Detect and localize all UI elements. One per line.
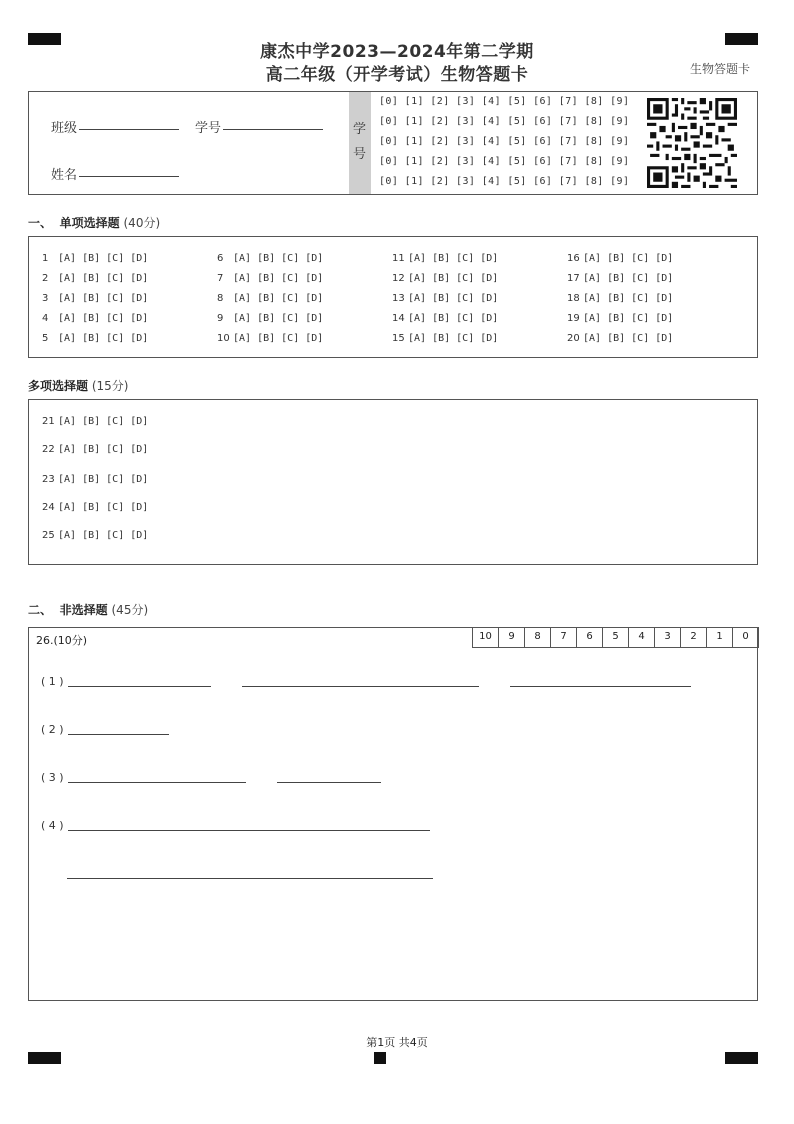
answer-options[interactable]: [A] [B] [C] [D] <box>408 273 499 284</box>
answer-options[interactable]: [A] [B] [C] [D] <box>58 333 149 344</box>
student-id-digit-row[interactable]: [0] [1] [2] [3] [4] [5] [6] [7] [8] [9] <box>379 96 630 107</box>
answer-options[interactable]: [A] [B] [C] [D] <box>583 293 674 304</box>
alignment-marker-bottom-right <box>725 1052 758 1064</box>
answer-options[interactable]: [A] [B] [C] [D] <box>408 333 499 344</box>
answer-blank[interactable] <box>277 782 381 783</box>
answer-options[interactable]: [A] [B] [C] [D] <box>58 444 149 455</box>
section1-title: 单项选择题 <box>59 216 120 230</box>
score-cell[interactable]: 3 <box>655 627 681 648</box>
answer-options[interactable]: [A] [B] [C] [D] <box>58 416 149 427</box>
single-choice-question[interactable] <box>392 313 498 324</box>
single-choice-question[interactable] <box>42 293 148 304</box>
single-choice-question[interactable] <box>217 333 323 344</box>
answer-blank[interactable] <box>68 830 430 831</box>
page-title-line2: 高二年级（开学考试）生物答题卡 <box>265 65 529 85</box>
section1-heading <box>28 214 160 231</box>
name-label: 姓名 <box>51 168 78 183</box>
single-choice-question[interactable] <box>567 253 673 264</box>
answer-blank[interactable] <box>242 686 479 687</box>
alignment-marker-bottom-left <box>28 1052 61 1064</box>
class-label: 班级 <box>51 121 78 136</box>
question-26-box <box>28 627 758 1001</box>
question-number: 22 <box>42 444 55 455</box>
alignment-marker-bottom-center <box>374 1052 386 1064</box>
answer-blank[interactable] <box>68 782 246 783</box>
section2-points: (45分) <box>111 603 149 617</box>
question-number: 18 <box>567 293 580 304</box>
answer-options[interactable]: [A] [B] [C] [D] <box>583 273 674 284</box>
multi-choice-question[interactable] <box>42 474 148 485</box>
answer-options[interactable]: [A] [B] [C] [D] <box>58 253 149 264</box>
score-cell[interactable]: 2 <box>681 627 707 648</box>
question-number: 12 <box>392 273 405 284</box>
id-column-char: 学 <box>353 122 367 137</box>
id-column-char: 号 <box>353 147 367 162</box>
score-cell[interactable]: 6 <box>577 627 603 648</box>
single-choice-question[interactable] <box>42 253 148 264</box>
multi-choice-question[interactable] <box>42 502 148 513</box>
score-cell[interactable]: 7 <box>551 627 577 648</box>
answer-options[interactable]: [A] [B] [C] [D] <box>583 253 674 264</box>
single-choice-question[interactable] <box>217 253 323 264</box>
single-choice-question[interactable] <box>392 333 498 344</box>
question-number: 3 <box>42 293 49 304</box>
question-number: 20 <box>567 333 580 344</box>
score-cell[interactable]: 0 <box>733 627 759 648</box>
question-number: 2 <box>42 273 49 284</box>
subject-tag: 生物答题卡 <box>690 62 751 76</box>
student-id-digit-row[interactable]: [0] [1] [2] [3] [4] [5] [6] [7] [8] [9] <box>379 116 630 127</box>
question-number: 8 <box>217 293 224 304</box>
multi-choice-points: (15分) <box>91 379 129 393</box>
answer-options[interactable]: [A] [B] [C] [D] <box>233 273 324 284</box>
question-number: 17 <box>567 273 580 284</box>
question-number: 19 <box>567 313 580 324</box>
answer-options[interactable]: [A] [B] [C] [D] <box>58 502 149 513</box>
answer-options[interactable]: [A] [B] [C] [D] <box>583 333 674 344</box>
score-table <box>472 627 759 648</box>
single-choice-question[interactable] <box>217 293 323 304</box>
answer-options[interactable]: [A] [B] [C] [D] <box>233 313 324 324</box>
answer-blank[interactable] <box>68 734 169 735</box>
section2-heading <box>28 601 148 618</box>
student-id-column-header <box>349 92 371 194</box>
single-choice-question[interactable] <box>567 313 673 324</box>
answer-options[interactable]: [A] [B] [C] [D] <box>58 273 149 284</box>
question-number: 23 <box>42 474 55 485</box>
student-info-box <box>28 91 758 195</box>
multi-choice-question[interactable] <box>42 444 148 455</box>
section2-title: 非选择题 <box>59 603 108 617</box>
section1-points: (40分) <box>123 216 161 230</box>
score-cell[interactable]: 1 <box>707 627 733 648</box>
question-number: 11 <box>392 253 405 264</box>
answer-options[interactable]: [A] [B] [C] [D] <box>58 293 149 304</box>
answer-part-4-label: ( 4 ) <box>41 819 64 832</box>
question-number: 4 <box>42 313 49 324</box>
student-no-field[interactable] <box>223 129 323 130</box>
student-id-digit-row[interactable]: [0] [1] [2] [3] [4] [5] [6] [7] [8] [9] <box>379 176 630 187</box>
single-choice-question[interactable] <box>42 313 148 324</box>
question-number: 7 <box>217 273 224 284</box>
answer-part-1-label: ( 1 ) <box>41 675 64 688</box>
question-number: 21 <box>42 416 55 427</box>
answer-options[interactable]: [A] [B] [C] [D] <box>58 474 149 485</box>
question-number: 9 <box>217 313 224 324</box>
student-id-digit-row[interactable]: [0] [1] [2] [3] [4] [5] [6] [7] [8] [9] <box>379 136 630 147</box>
single-choice-question[interactable] <box>217 273 323 284</box>
answer-options[interactable]: [A] [B] [C] [D] <box>583 313 674 324</box>
single-choice-question[interactable] <box>567 293 673 304</box>
qr-code-icon <box>647 98 737 188</box>
section2-prefix: 二、 <box>28 603 53 617</box>
answer-options[interactable]: [A] [B] [C] [D] <box>58 530 149 541</box>
score-cell[interactable]: 4 <box>629 627 655 648</box>
single-choice-question[interactable] <box>392 253 498 264</box>
answer-blank[interactable] <box>67 878 433 879</box>
answer-blank[interactable] <box>68 686 211 687</box>
question-number: 16 <box>567 253 580 264</box>
single-choice-question[interactable] <box>567 273 673 284</box>
question-26-label: 26.(10分) <box>36 634 88 647</box>
question-number: 24 <box>42 502 55 513</box>
single-choice-question[interactable] <box>567 333 673 344</box>
multi-choice-question[interactable] <box>42 530 148 541</box>
multi-choice-question[interactable] <box>42 416 148 427</box>
multi-choice-heading <box>28 377 128 394</box>
answer-blank[interactable] <box>510 686 691 687</box>
page-number: 第1页 共4页 <box>366 1036 428 1049</box>
answer-options[interactable]: [A] [B] [C] [D] <box>233 253 324 264</box>
single-choice-question[interactable] <box>217 313 323 324</box>
answer-options[interactable]: [A] [B] [C] [D] <box>233 293 324 304</box>
single-choice-question[interactable] <box>42 273 148 284</box>
question-number: 10 <box>217 333 230 344</box>
question-number: 15 <box>392 333 405 344</box>
class-field[interactable] <box>79 129 179 130</box>
single-choice-question[interactable] <box>392 293 498 304</box>
answer-options[interactable]: [A] [B] [C] [D] <box>58 313 149 324</box>
score-cell[interactable]: 5 <box>603 627 629 648</box>
multi-choice-title: 多项选择题 <box>28 379 89 393</box>
question-number: 25 <box>42 530 55 541</box>
answer-part-2-label: ( 2 ) <box>41 723 64 736</box>
multi-choice-box <box>28 399 758 565</box>
single-choice-question[interactable] <box>392 273 498 284</box>
student-no-label: 学号 <box>195 121 222 136</box>
answer-part-3-label: ( 3 ) <box>41 771 64 784</box>
answer-options[interactable]: [A] [B] [C] [D] <box>233 333 324 344</box>
answer-options[interactable]: [A] [B] [C] [D] <box>408 293 499 304</box>
score-cell[interactable]: 8 <box>525 627 551 648</box>
single-choice-question[interactable] <box>42 333 148 344</box>
page-title-line1: 康杰中学2023—2024年第二学期 <box>260 42 534 62</box>
score-cell[interactable]: 10 <box>473 627 499 648</box>
question-number: 5 <box>42 333 49 344</box>
name-field[interactable] <box>79 176 179 177</box>
question-number: 13 <box>392 293 405 304</box>
score-cell[interactable]: 9 <box>499 627 525 648</box>
student-id-digit-row[interactable]: [0] [1] [2] [3] [4] [5] [6] [7] [8] [9] <box>379 156 630 167</box>
section1-prefix: 一、 <box>28 216 53 230</box>
answer-options[interactable]: [A] [B] [C] [D] <box>408 253 499 264</box>
question-number: 1 <box>42 253 49 264</box>
question-number: 14 <box>392 313 405 324</box>
answer-options[interactable]: [A] [B] [C] [D] <box>408 313 499 324</box>
question-number: 6 <box>217 253 224 264</box>
single-choice-box <box>28 236 758 358</box>
